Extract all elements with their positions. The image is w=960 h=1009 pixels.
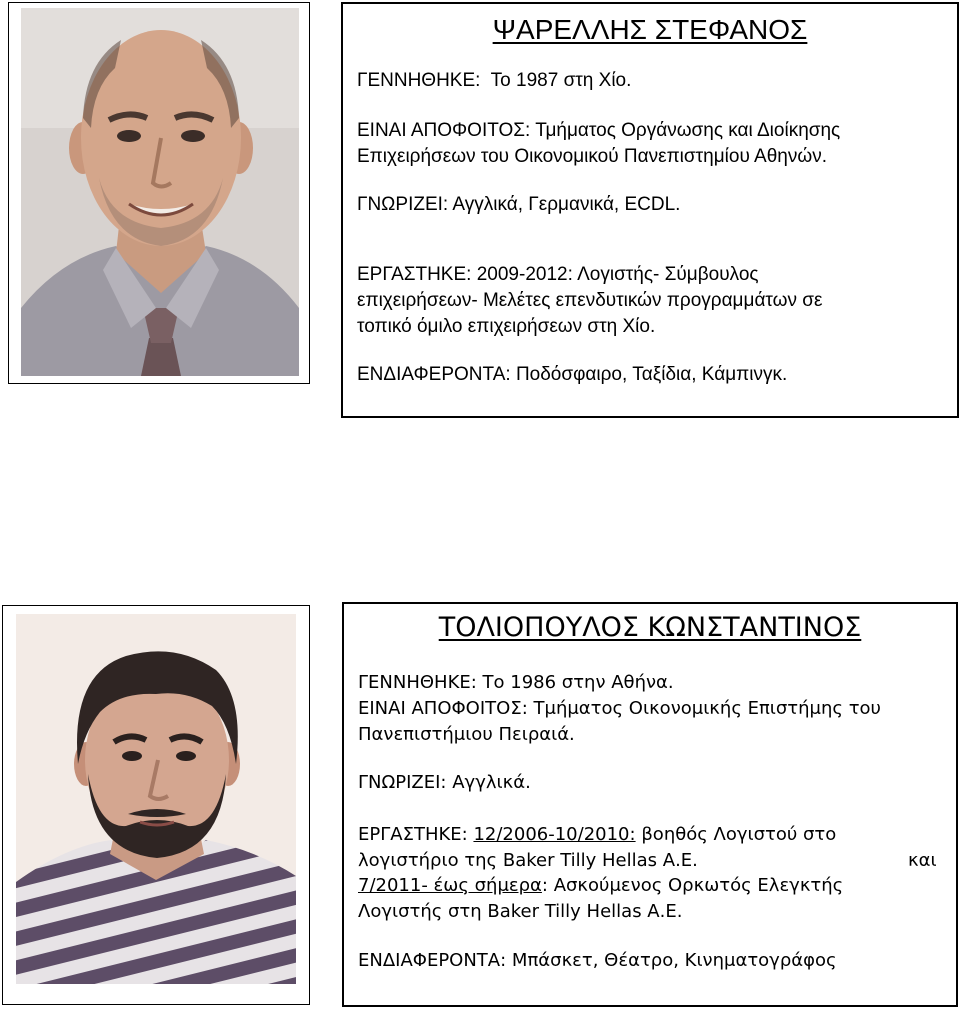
graduate-value-1: Τμήματος Οργάνωσης και Διοίκησης bbox=[535, 120, 841, 141]
interests-label: ΕΝΔΙΑΦΕΡΟΝΤΑ: bbox=[358, 950, 507, 971]
born-line bbox=[358, 672, 674, 693]
born-label: ΓΕΝΝΗΘΗΚΕ: bbox=[357, 70, 481, 91]
interests-value: Μπάσκετ, Θέατρο, Κινηματογράφος bbox=[511, 950, 837, 971]
knows-line bbox=[358, 772, 531, 793]
graduate-label: ΕΙΝΑΙ ΑΠΟΦΟΙΤΟΣ: bbox=[357, 120, 531, 141]
knows-line bbox=[357, 194, 680, 216]
person-name: ΨΑΡΕΛΛΗΣ ΣΤΕΦΑΝΟΣ bbox=[492, 14, 808, 45]
knows-label: ΓΝΩΡΙΖΕΙ: bbox=[358, 772, 447, 793]
worked-and: και bbox=[908, 850, 937, 871]
person-name: ΤΟΛΙΟΠΟΥΛΟΣ ΚΩΝΣΤΑΝΤΙΝΟΣ bbox=[438, 612, 862, 643]
knows-value: Αγγλικά. bbox=[452, 772, 531, 793]
worked-period-2: 7/2011- έως σήμερα bbox=[358, 875, 542, 896]
interests-label: ΕΝΔΙΑΦΕΡΟΝΤΑ: bbox=[357, 364, 511, 385]
worked-period-1: 12/2006-10/2010: bbox=[473, 824, 636, 845]
worked-line-3: τοπικό όμιλο επιχειρήσεων στη Χίο. bbox=[357, 316, 656, 337]
born-label: ΓΕΝΝΗΘΗΚΕ: bbox=[358, 672, 477, 693]
worked-line-2: λογιστήριο της Baker Tilly Hellas Α.Ε. bbox=[358, 850, 698, 871]
born-value: Το 1987 στη Χίο. bbox=[490, 70, 632, 91]
born-value: Το 1986 στην Αθήνα. bbox=[482, 672, 674, 693]
bio-box-person2 bbox=[342, 602, 958, 1007]
worked-role-1: βοηθός Λογιστού στο bbox=[641, 824, 837, 845]
knows-label: ΓΝΩΡΙΖΕΙ: bbox=[357, 194, 449, 215]
interests-line bbox=[357, 364, 787, 386]
worked-line-1 bbox=[358, 824, 836, 845]
graduate-line-2: Πανεπιστήμιου Πειραιά. bbox=[358, 724, 575, 745]
graduate-value-1: Τμήματος Οικονομικής Επιστήμης του bbox=[533, 698, 881, 719]
worked-line-3 bbox=[358, 875, 843, 896]
portrait-photo-person1 bbox=[21, 8, 299, 376]
worked-line-2: επιχειρήσεων- Μελέτες επενδυτικών προγραμμάτων σε bbox=[357, 290, 823, 311]
worked-label: ΕΡΓΑΣΤΗΚΕ: bbox=[357, 264, 472, 285]
graduate-line-1 bbox=[357, 120, 840, 142]
interests-line bbox=[358, 950, 837, 971]
bio-box-person1 bbox=[341, 2, 959, 418]
worked-line-1 bbox=[357, 264, 759, 286]
worked-value-1: 2009-2012: Λογιστής- Σύμβουλος bbox=[476, 264, 759, 285]
worked-role-2: : Ασκούμενος Ορκωτός Ελεγκτής bbox=[541, 875, 844, 896]
worked-label: ΕΡΓΑΣΤΗΚΕ: bbox=[358, 824, 468, 845]
born-line bbox=[357, 70, 631, 92]
interests-value: Ποδόσφαιρο, Ταξίδια, Κάμπινγκ. bbox=[515, 364, 788, 385]
graduate-label: ΕΙΝΑΙ ΑΠΟΦΟΙΤΟΣ: bbox=[358, 698, 528, 719]
graduate-line-2: Επιχειρήσεων του Οικονομικού Πανεπιστημίου Αθηνών. bbox=[357, 146, 827, 167]
knows-value: Αγγλικά, Γερμανικά, ECDL. bbox=[452, 194, 681, 215]
graduate-line-1 bbox=[358, 698, 881, 719]
portrait-photo-person2 bbox=[16, 614, 296, 984]
worked-line-4: Λογιστής στη Baker Tilly Hellas Α.Ε. bbox=[358, 901, 683, 922]
